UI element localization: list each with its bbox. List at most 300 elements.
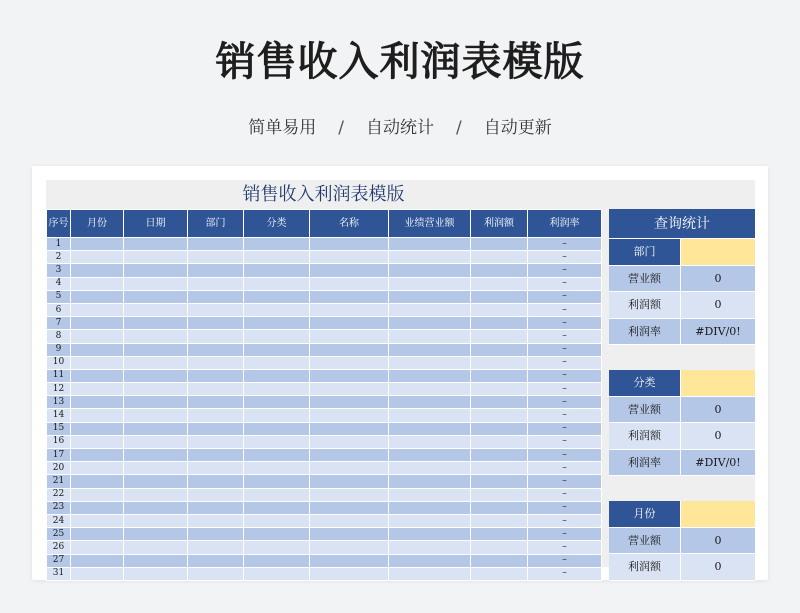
- table-cell[interactable]: [244, 251, 310, 264]
- subtitle-item-auto-stat: 自动统计: [366, 118, 434, 138]
- table-cell[interactable]: [244, 462, 310, 475]
- profit-rate-cell[interactable]: –: [528, 501, 602, 514]
- table-cell[interactable]: [188, 317, 244, 330]
- table-cell[interactable]: [389, 343, 471, 356]
- table-cell[interactable]: [244, 343, 310, 356]
- query-panel-category: [609, 370, 755, 476]
- table-cell[interactable]: [71, 449, 124, 462]
- column-header-name[interactable]: 名称: [310, 210, 389, 238]
- table-row: [47, 528, 602, 541]
- table-cell[interactable]: [389, 317, 471, 330]
- query-result-row: [609, 423, 755, 450]
- table-row: [47, 317, 602, 330]
- table-cell[interactable]: [471, 330, 528, 343]
- subtitle-separator: /: [456, 118, 462, 138]
- table-cell[interactable]: [124, 567, 188, 580]
- table-cell[interactable]: [471, 356, 528, 369]
- row-index-cell[interactable]: 3: [47, 264, 71, 277]
- table-cell[interactable]: [124, 409, 188, 422]
- table-cell[interactable]: [71, 238, 124, 251]
- table-cell[interactable]: [124, 238, 188, 251]
- table-cell[interactable]: [124, 449, 188, 462]
- table-row: [47, 475, 602, 488]
- data-table: [46, 209, 602, 581]
- result-value[interactable]: 0: [681, 397, 755, 423]
- profit-rate-cell[interactable]: –: [528, 541, 602, 554]
- query-panel-month: [609, 501, 755, 581]
- profit-rate-cell[interactable]: –: [528, 488, 602, 501]
- table-row: [47, 303, 602, 316]
- row-index-cell[interactable]: 16: [47, 435, 71, 448]
- table-cell[interactable]: [310, 343, 389, 356]
- row-index-cell[interactable]: 11: [47, 369, 71, 382]
- table-cell[interactable]: [389, 554, 471, 567]
- table-cell[interactable]: [71, 567, 124, 580]
- table-cell[interactable]: [188, 422, 244, 435]
- query-key-row: [609, 370, 755, 397]
- table-cell[interactable]: [389, 488, 471, 501]
- table-row: [47, 409, 602, 422]
- table-cell[interactable]: [124, 343, 188, 356]
- profit-rate-cell[interactable]: –: [528, 303, 602, 316]
- table-cell[interactable]: [244, 238, 310, 251]
- table-cell[interactable]: [71, 409, 124, 422]
- row-index-cell[interactable]: 13: [47, 396, 71, 409]
- table-cell[interactable]: [389, 238, 471, 251]
- table-cell[interactable]: [188, 290, 244, 303]
- profit-rate-cell[interactable]: –: [528, 449, 602, 462]
- result-label: 利润额: [609, 292, 681, 318]
- table-cell[interactable]: [188, 514, 244, 527]
- page-title: 销售收入利润表模版: [215, 39, 585, 85]
- table-cell[interactable]: [124, 383, 188, 396]
- table-cell[interactable]: [188, 541, 244, 554]
- table-row: [47, 514, 602, 527]
- table-cell[interactable]: [389, 277, 471, 290]
- table-cell[interactable]: [389, 528, 471, 541]
- table-cell[interactable]: [124, 488, 188, 501]
- table-cell[interactable]: [124, 330, 188, 343]
- table-cell[interactable]: [471, 383, 528, 396]
- column-header-profit-rate[interactable]: 利润率: [528, 210, 602, 238]
- table-cell[interactable]: [71, 528, 124, 541]
- table-cell[interactable]: [244, 554, 310, 567]
- result-label: 营业额: [609, 266, 681, 292]
- table-cell[interactable]: [471, 422, 528, 435]
- column-header-revenue[interactable]: 业绩营业额: [389, 210, 471, 238]
- table-cell[interactable]: [188, 251, 244, 264]
- table-cell[interactable]: [188, 554, 244, 567]
- table-cell[interactable]: [389, 422, 471, 435]
- row-index-cell[interactable]: 2: [47, 251, 71, 264]
- result-value[interactable]: 0: [681, 423, 755, 449]
- table-row: [47, 238, 602, 251]
- table-cell[interactable]: [310, 396, 389, 409]
- result-label: 利润率: [609, 319, 681, 345]
- row-index-cell[interactable]: 12: [47, 383, 71, 396]
- table-cell[interactable]: [471, 554, 528, 567]
- table-cell[interactable]: [244, 541, 310, 554]
- table-cell[interactable]: [124, 541, 188, 554]
- table-cell[interactable]: [310, 383, 389, 396]
- query-key-row: [609, 501, 755, 528]
- table-cell[interactable]: [71, 369, 124, 382]
- profit-rate-cell[interactable]: –: [528, 514, 602, 527]
- table-cell[interactable]: [310, 554, 389, 567]
- table-row: [47, 251, 602, 264]
- row-index-cell[interactable]: 21: [47, 475, 71, 488]
- table-cell[interactable]: [71, 303, 124, 316]
- profit-rate-cell[interactable]: –: [528, 422, 602, 435]
- table-cell[interactable]: [310, 449, 389, 462]
- table-cell[interactable]: [188, 501, 244, 514]
- table-cell[interactable]: [389, 264, 471, 277]
- row-index-cell[interactable]: 17: [47, 449, 71, 462]
- table-row: [47, 383, 602, 396]
- result-value[interactable]: #DIV/0!: [681, 319, 755, 345]
- table-cell[interactable]: [244, 435, 310, 448]
- table-cell[interactable]: [124, 462, 188, 475]
- table-cell[interactable]: [310, 409, 389, 422]
- table-cell[interactable]: [244, 449, 310, 462]
- table-cell[interactable]: [389, 369, 471, 382]
- profit-rate-cell[interactable]: –: [528, 435, 602, 448]
- table-row: [47, 396, 602, 409]
- table-cell[interactable]: [124, 251, 188, 264]
- table-cell[interactable]: [471, 369, 528, 382]
- table-cell[interactable]: [471, 251, 528, 264]
- table-cell[interactable]: [244, 488, 310, 501]
- table-cell[interactable]: [310, 475, 389, 488]
- profit-rate-cell[interactable]: –: [528, 528, 602, 541]
- table-cell[interactable]: [71, 541, 124, 554]
- column-header-date[interactable]: 日期: [124, 210, 188, 238]
- profit-rate-cell[interactable]: –: [528, 409, 602, 422]
- table-cell[interactable]: [188, 303, 244, 316]
- table-cell[interactable]: [389, 251, 471, 264]
- table-row: [47, 435, 602, 448]
- result-label: 利润额: [609, 554, 681, 580]
- table-cell[interactable]: [124, 317, 188, 330]
- table-cell[interactable]: [244, 264, 310, 277]
- table-cell[interactable]: [71, 290, 124, 303]
- table-cell[interactable]: [244, 290, 310, 303]
- profit-rate-cell[interactable]: –: [528, 330, 602, 343]
- row-index-cell[interactable]: 24: [47, 514, 71, 527]
- table-cell[interactable]: [471, 238, 528, 251]
- column-header-month[interactable]: 月份: [71, 210, 124, 238]
- table-cell[interactable]: [188, 449, 244, 462]
- table-cell[interactable]: [71, 383, 124, 396]
- table-cell[interactable]: [389, 383, 471, 396]
- table-cell[interactable]: [244, 501, 310, 514]
- table-cell[interactable]: [389, 501, 471, 514]
- table-cell[interactable]: [244, 475, 310, 488]
- table-cell[interactable]: [310, 567, 389, 580]
- spreadsheet: [46, 180, 755, 579]
- query-key-label: 部门: [609, 239, 681, 265]
- row-index-cell[interactable]: 20: [47, 462, 71, 475]
- row-index-cell[interactable]: 26: [47, 541, 71, 554]
- table-cell[interactable]: [124, 475, 188, 488]
- table-cell[interactable]: [244, 356, 310, 369]
- table-cell[interactable]: [244, 303, 310, 316]
- subtitle-separator: /: [338, 118, 344, 138]
- table-cell[interactable]: [389, 541, 471, 554]
- table-cell[interactable]: [71, 343, 124, 356]
- row-index-cell[interactable]: 27: [47, 554, 71, 567]
- row-index-cell[interactable]: 22: [47, 488, 71, 501]
- table-cell[interactable]: [71, 277, 124, 290]
- result-label: 营业额: [609, 397, 681, 423]
- profit-rate-cell[interactable]: –: [528, 383, 602, 396]
- table-cell[interactable]: [188, 475, 244, 488]
- table-cell[interactable]: [389, 290, 471, 303]
- table-cell[interactable]: [471, 528, 528, 541]
- table-cell[interactable]: [188, 330, 244, 343]
- table-cell[interactable]: [124, 356, 188, 369]
- table-cell[interactable]: [244, 514, 310, 527]
- table-cell[interactable]: [244, 277, 310, 290]
- subtitle-item-auto-update: 自动更新: [483, 118, 552, 138]
- row-index-cell[interactable]: 10: [47, 356, 71, 369]
- table-cell[interactable]: [310, 514, 389, 527]
- table-cell[interactable]: [71, 317, 124, 330]
- table-cell[interactable]: [471, 567, 528, 580]
- profit-rate-cell[interactable]: –: [528, 264, 602, 277]
- row-index-cell[interactable]: 15: [47, 422, 71, 435]
- table-cell[interactable]: [188, 396, 244, 409]
- table-cell[interactable]: [471, 435, 528, 448]
- table-cell[interactable]: [124, 501, 188, 514]
- table-row: [47, 277, 602, 290]
- table-cell[interactable]: [471, 501, 528, 514]
- profit-rate-cell[interactable]: –: [528, 356, 602, 369]
- result-label: 利润额: [609, 423, 681, 449]
- table-cell[interactable]: [310, 528, 389, 541]
- table-row: [47, 449, 602, 462]
- table-cell[interactable]: [471, 475, 528, 488]
- result-value[interactable]: 0: [681, 528, 755, 554]
- table-cell[interactable]: [310, 488, 389, 501]
- table-cell[interactable]: [71, 330, 124, 343]
- table-cell[interactable]: [124, 264, 188, 277]
- table-cell[interactable]: [471, 290, 528, 303]
- table-cell[interactable]: [471, 462, 528, 475]
- table-cell[interactable]: [188, 409, 244, 422]
- table-cell[interactable]: [389, 330, 471, 343]
- row-index-cell[interactable]: 1: [47, 238, 71, 251]
- column-header-department[interactable]: 部门: [188, 210, 244, 238]
- table-cell[interactable]: [389, 356, 471, 369]
- table-row: [47, 356, 602, 369]
- table-cell[interactable]: [71, 554, 124, 567]
- table-cell[interactable]: [71, 501, 124, 514]
- table-cell[interactable]: [389, 303, 471, 316]
- table-cell[interactable]: [471, 303, 528, 316]
- table-cell[interactable]: [124, 303, 188, 316]
- table-cell[interactable]: [310, 462, 389, 475]
- table-cell[interactable]: [71, 435, 124, 448]
- table-cell[interactable]: [124, 514, 188, 527]
- query-panel: [609, 209, 755, 345]
- table-cell[interactable]: [471, 514, 528, 527]
- row-index-cell[interactable]: 5: [47, 290, 71, 303]
- result-value[interactable]: 0: [681, 266, 755, 292]
- query-result-row: [609, 528, 755, 555]
- column-header-category[interactable]: 分类: [244, 210, 310, 238]
- column-header-profit[interactable]: 利润额: [471, 210, 528, 238]
- table-cell[interactable]: [188, 343, 244, 356]
- table-cell[interactable]: [124, 554, 188, 567]
- table-cell[interactable]: [188, 238, 244, 251]
- table-cell[interactable]: [310, 356, 389, 369]
- row-index-cell[interactable]: 14: [47, 409, 71, 422]
- table-cell[interactable]: [244, 396, 310, 409]
- table-cell[interactable]: [188, 488, 244, 501]
- table-cell[interactable]: [124, 277, 188, 290]
- profit-rate-cell[interactable]: –: [528, 277, 602, 290]
- table-cell[interactable]: [471, 541, 528, 554]
- row-index-cell[interactable]: 8: [47, 330, 71, 343]
- table-cell[interactable]: [389, 396, 471, 409]
- table-cell[interactable]: [310, 264, 389, 277]
- table-cell[interactable]: [71, 264, 124, 277]
- table-cell[interactable]: [124, 422, 188, 435]
- query-result-row: [609, 266, 755, 293]
- result-label: 利润率: [609, 450, 681, 476]
- profit-rate-cell[interactable]: –: [528, 462, 602, 475]
- column-header-index[interactable]: 序号: [47, 210, 71, 238]
- table-cell[interactable]: [71, 422, 124, 435]
- table-cell[interactable]: [188, 528, 244, 541]
- profit-rate-cell[interactable]: –: [528, 475, 602, 488]
- profit-rate-cell[interactable]: –: [528, 554, 602, 567]
- row-index-cell[interactable]: 25: [47, 528, 71, 541]
- table-cell[interactable]: [124, 396, 188, 409]
- table-cell[interactable]: [471, 277, 528, 290]
- table-cell[interactable]: [71, 396, 124, 409]
- table-cell[interactable]: [389, 449, 471, 462]
- table-cell[interactable]: [310, 435, 389, 448]
- table-cell[interactable]: [188, 567, 244, 580]
- profit-rate-cell[interactable]: –: [528, 290, 602, 303]
- table-row: [47, 541, 602, 554]
- department-input-cell[interactable]: [681, 239, 755, 265]
- table-cell[interactable]: [71, 475, 124, 488]
- profit-rate-cell[interactable]: –: [528, 317, 602, 330]
- table-cell[interactable]: [389, 475, 471, 488]
- row-index-cell[interactable]: 31: [47, 567, 71, 580]
- month-input-cell[interactable]: [681, 501, 755, 527]
- table-cell[interactable]: [71, 462, 124, 475]
- profit-rate-cell[interactable]: –: [528, 567, 602, 580]
- table-cell[interactable]: [471, 264, 528, 277]
- table-cell[interactable]: [389, 567, 471, 580]
- table-cell[interactable]: [471, 343, 528, 356]
- table-cell[interactable]: [471, 488, 528, 501]
- table-cell[interactable]: [244, 330, 310, 343]
- table-cell[interactable]: [310, 330, 389, 343]
- table-row: [47, 330, 602, 343]
- query-key-label: 分类: [609, 370, 681, 396]
- table-row: [47, 264, 602, 277]
- table-cell[interactable]: [124, 435, 188, 448]
- profit-rate-cell[interactable]: –: [528, 369, 602, 382]
- table-cell[interactable]: [244, 567, 310, 580]
- table-cell[interactable]: [310, 369, 389, 382]
- row-index-cell[interactable]: 7: [47, 317, 71, 330]
- table-cell[interactable]: [310, 290, 389, 303]
- table-cell[interactable]: [389, 409, 471, 422]
- table-cell[interactable]: [71, 251, 124, 264]
- table-cell[interactable]: [188, 356, 244, 369]
- result-value[interactable]: 0: [681, 292, 755, 318]
- table-cell[interactable]: [389, 514, 471, 527]
- table-cell[interactable]: [188, 435, 244, 448]
- table-cell[interactable]: [389, 435, 471, 448]
- profit-rate-cell[interactable]: –: [528, 251, 602, 264]
- result-value[interactable]: #DIV/0!: [681, 450, 755, 476]
- row-index-cell[interactable]: 23: [47, 501, 71, 514]
- row-index-cell[interactable]: 4: [47, 277, 71, 290]
- row-index-cell[interactable]: 9: [47, 343, 71, 356]
- table-cell[interactable]: [188, 462, 244, 475]
- result-value[interactable]: 0: [681, 554, 755, 580]
- table-cell[interactable]: [310, 317, 389, 330]
- table-cell[interactable]: [188, 277, 244, 290]
- table-cell[interactable]: [71, 514, 124, 527]
- table-cell[interactable]: [244, 422, 310, 435]
- table-cell[interactable]: [471, 396, 528, 409]
- subtitle-item-easy: 简单易用: [248, 118, 317, 138]
- profit-rate-cell[interactable]: –: [528, 396, 602, 409]
- table-row: [47, 462, 602, 475]
- table-cell[interactable]: [310, 422, 389, 435]
- table-cell[interactable]: [188, 369, 244, 382]
- table-cell[interactable]: [310, 541, 389, 554]
- table-cell[interactable]: [471, 317, 528, 330]
- table-cell[interactable]: [244, 383, 310, 396]
- profit-rate-cell[interactable]: –: [528, 238, 602, 251]
- table-cell[interactable]: [310, 277, 389, 290]
- table-cell[interactable]: [310, 251, 389, 264]
- table-row: [47, 343, 602, 356]
- table-cell[interactable]: [244, 369, 310, 382]
- table-cell[interactable]: [244, 528, 310, 541]
- query-result-row: [609, 554, 755, 581]
- table-cell[interactable]: [310, 501, 389, 514]
- table-cell[interactable]: [471, 449, 528, 462]
- category-input-cell[interactable]: [681, 370, 755, 396]
- table-cell[interactable]: [310, 303, 389, 316]
- table-cell[interactable]: [124, 528, 188, 541]
- table-cell[interactable]: [244, 317, 310, 330]
- table-cell[interactable]: [188, 264, 244, 277]
- table-cell[interactable]: [188, 383, 244, 396]
- table-row: [47, 290, 602, 303]
- table-cell[interactable]: [310, 238, 389, 251]
- table-cell[interactable]: [471, 409, 528, 422]
- table-cell[interactable]: [124, 290, 188, 303]
- row-index-cell[interactable]: 6: [47, 303, 71, 316]
- table-cell[interactable]: [389, 462, 471, 475]
- table-cell[interactable]: [244, 409, 310, 422]
- table-cell[interactable]: [71, 356, 124, 369]
- profit-rate-cell[interactable]: –: [528, 343, 602, 356]
- table-cell[interactable]: [124, 369, 188, 382]
- table-cell[interactable]: [71, 488, 124, 501]
